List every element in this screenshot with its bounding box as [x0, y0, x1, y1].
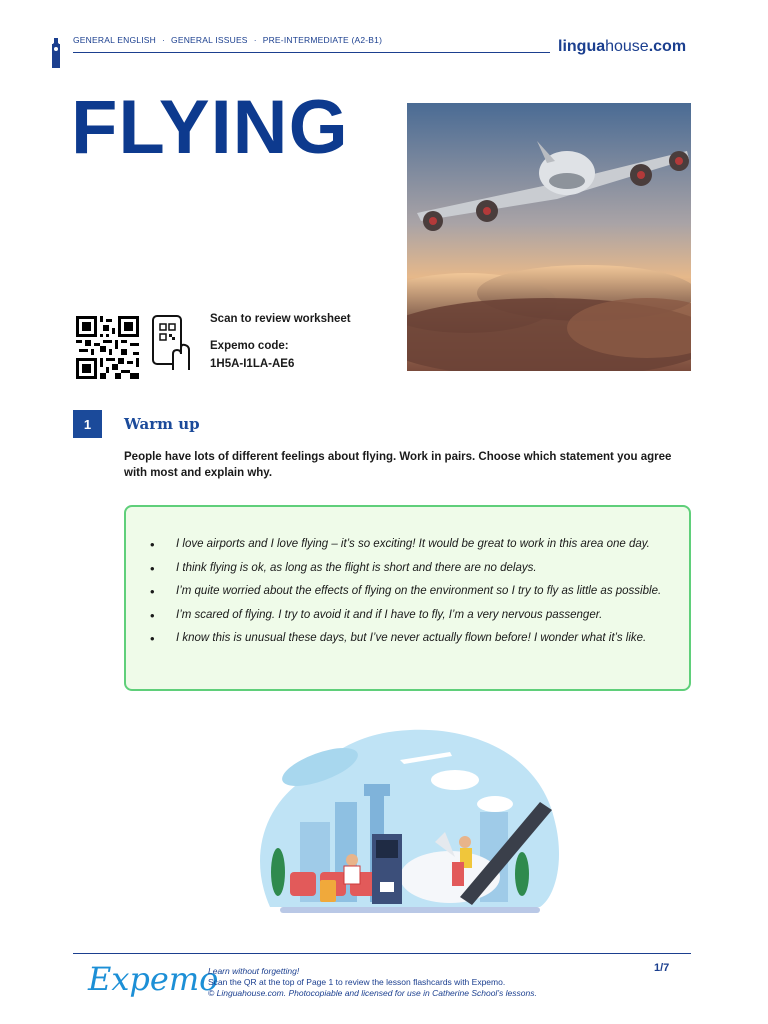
- brand-logo[interactable]: linguahouse.com: [558, 38, 687, 55]
- section-instructions: People have lots of different feelings about flying. Work in pairs. Choose which statement you agree with most and explain why.: [124, 451, 672, 479]
- phone-scan-icon: [151, 314, 191, 372]
- footer-tagline: Learn without forgetting!: [208, 966, 300, 976]
- footer-scan-instructions: Scan the QR at the top of Page 1 to review the lesson flashcards with Expemo.: [208, 977, 506, 987]
- page-number: 1/7: [654, 962, 670, 974]
- statement-item: • I’m scared of flying. I try to avoid it and if I have to fly, I’m a very nervous passenger.: [150, 606, 665, 625]
- footer-divider: [73, 953, 691, 954]
- footer-text: [208, 966, 537, 999]
- statement-item: • I think flying is ok, as long as the flight is short and there are no delays.: [150, 559, 665, 578]
- statement-item: • I’m quite worried about the effects of flying on the environment so I try to fly as little as possible.: [150, 582, 665, 601]
- breadcrumb-level[interactable]: GENERAL ENGLISH: [73, 35, 156, 45]
- statement-item: • I know this is unusual these days, but I’ve never actually flown before! I wonder what it’s like.: [150, 629, 665, 648]
- breadcrumb-difficulty[interactable]: PRE-INTERMEDIATE (A2-B1): [262, 35, 383, 45]
- header-divider: [73, 52, 550, 53]
- expemo-logo[interactable]: Expemo: [88, 960, 219, 998]
- airplane-photo: [407, 103, 691, 371]
- page-title: FLYING: [71, 85, 349, 170]
- section-title: Warm up: [124, 415, 200, 433]
- qr-code[interactable]: [74, 316, 141, 379]
- airport-illustration: [240, 712, 570, 922]
- section-number-badge: 1: [73, 410, 102, 438]
- statements-box: [124, 505, 691, 691]
- statement-list: [150, 535, 665, 648]
- expemo-code-value: 1H5A-I1LA-AE6: [210, 358, 295, 370]
- footer-copyright: © Linguahouse.com. Photocopiable and licensed for use in Catherine School’s lessons.: [208, 988, 537, 998]
- scan-label: Scan to review worksheet: [210, 313, 351, 325]
- statement-item: • I love airports and I love flying – it’s so exciting! It would be great to work in this area one day.: [150, 535, 665, 554]
- breadcrumb-category[interactable]: GENERAL ISSUES: [171, 35, 248, 45]
- big-ben-icon: [50, 38, 62, 68]
- breadcrumb: GENERAL ENGLISH · GENERAL ISSUES · PRE-INTERMEDIATE (A2-B1): [73, 35, 383, 45]
- expemo-code-label: Expemo code:: [210, 340, 289, 352]
